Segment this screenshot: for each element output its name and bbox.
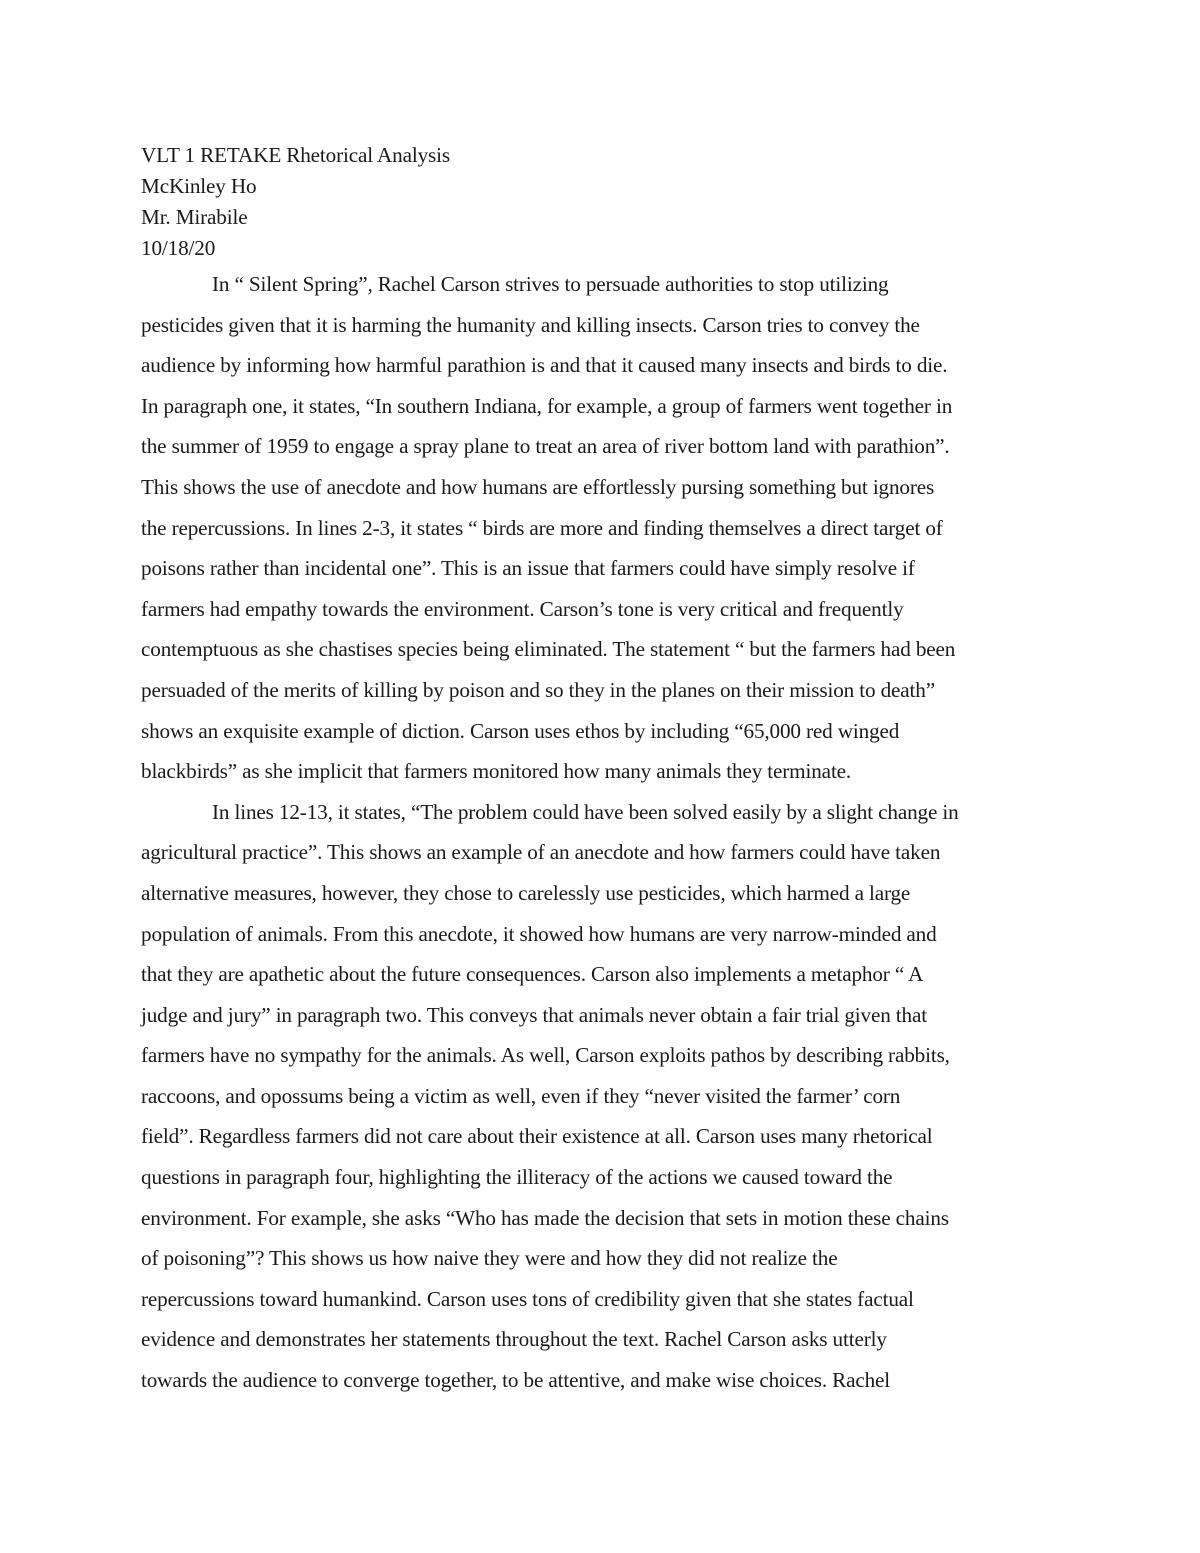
text-line: environment. For example, she asks “Who has made the decision that sets in motion these chains <box>141 1205 949 1230</box>
paragraph-one-first-line: In “ Silent Spring”, Rachel Carson strives to persuade authorities to stop utilizing <box>212 272 889 296</box>
text-line: of poisoning”? This shows us how naive they were and how they did not realize the <box>141 1246 838 1271</box>
text-line: towards the audience to converge together, to be attentive, and make wise choices. Rachel <box>141 1368 891 1393</box>
text-line: In paragraph one, it states, “In southern Indiana, for example, a group of farmers went together in <box>141 393 953 418</box>
text-line: This shows the use of anecdote and how humans are effortlessly pursing something but ignores <box>141 474 935 499</box>
text-line: population of animals. From this anecdote, it showed how humans are very narrow-minded and <box>141 921 937 946</box>
teacher-name: Mr. Mirabile <box>141 205 248 229</box>
text-line: that they are apathetic about the future consequences. Carson also implements a metaphor “ A <box>141 962 924 987</box>
text-line: field”. Regardless farmers did not care about their existence at all. Carson uses many rhetorical <box>141 1124 933 1149</box>
text-line: shows an exquisite example of diction. Carson uses ethos by including “65,000 red winged <box>141 718 900 743</box>
author-name: McKinley Ho <box>141 174 257 198</box>
text-line: blackbirds” as she implicit that farmers monitored how many animals they terminate. <box>141 759 852 784</box>
text-line: contemptuous as she chastises species being eliminated. The statement “ but the farmers had been <box>141 637 956 662</box>
text-line: farmers have no sympathy for the animals. As well, Carson exploits pathos by describing rabbits, <box>141 1043 950 1068</box>
text-line: repercussions toward humankind. Carson uses tons of credibility given that she states factual <box>141 1286 914 1311</box>
text-line: agricultural practice”. This shows an example of an anecdote and how farmers could have taken <box>141 840 941 865</box>
text-line: poisons rather than incidental one”. This is an issue that farmers could have simply resolve if <box>141 556 915 581</box>
text-line: the summer of 1959 to engage a spray plane to treat an area of river bottom land with parathion”. <box>141 434 950 459</box>
text-line: audience by informing how harmful parathion is and that it caused many insects and birds to die. <box>141 353 948 378</box>
text-line: raccoons, and opossums being a victim as well, even if they “never visited the farmer’ corn <box>141 1083 901 1108</box>
document-date: 10/18/20 <box>141 236 216 260</box>
text-line: alternative measures, however, they chose to carelessly use pesticides, which harmed a large <box>141 880 911 905</box>
text-line: pesticides given that it is harming the humanity and killing insects. Carson tries to convey the <box>141 312 920 337</box>
text-line: farmers had empathy towards the environment. Carson’s tone is very critical and frequently <box>141 596 904 621</box>
text-line: persuaded of the merits of killing by poison and so they in the planes on their mission to death” <box>141 677 935 702</box>
text-line: evidence and demonstrates her statements throughout the text. Rachel Carson asks utterly <box>141 1327 887 1352</box>
text-line: judge and jury” in paragraph two. This conveys that animals never obtain a fair trial given that <box>141 1002 927 1027</box>
essay-body <box>141 264 1069 1401</box>
document-title: VLT 1 RETAKE Rhetorical Analysis <box>141 143 450 167</box>
paragraph-two-first-line: In lines 12-13, it states, “The problem could have been solved easily by a slight change in <box>212 799 959 824</box>
document-text <box>141 140 1069 1401</box>
text-line: questions in paragraph four, highlighting the illiteracy of the actions we caused toward the <box>141 1165 893 1190</box>
text-line: the repercussions. In lines 2-3, it states “ birds are more and finding themselves a direct target of <box>141 515 943 540</box>
